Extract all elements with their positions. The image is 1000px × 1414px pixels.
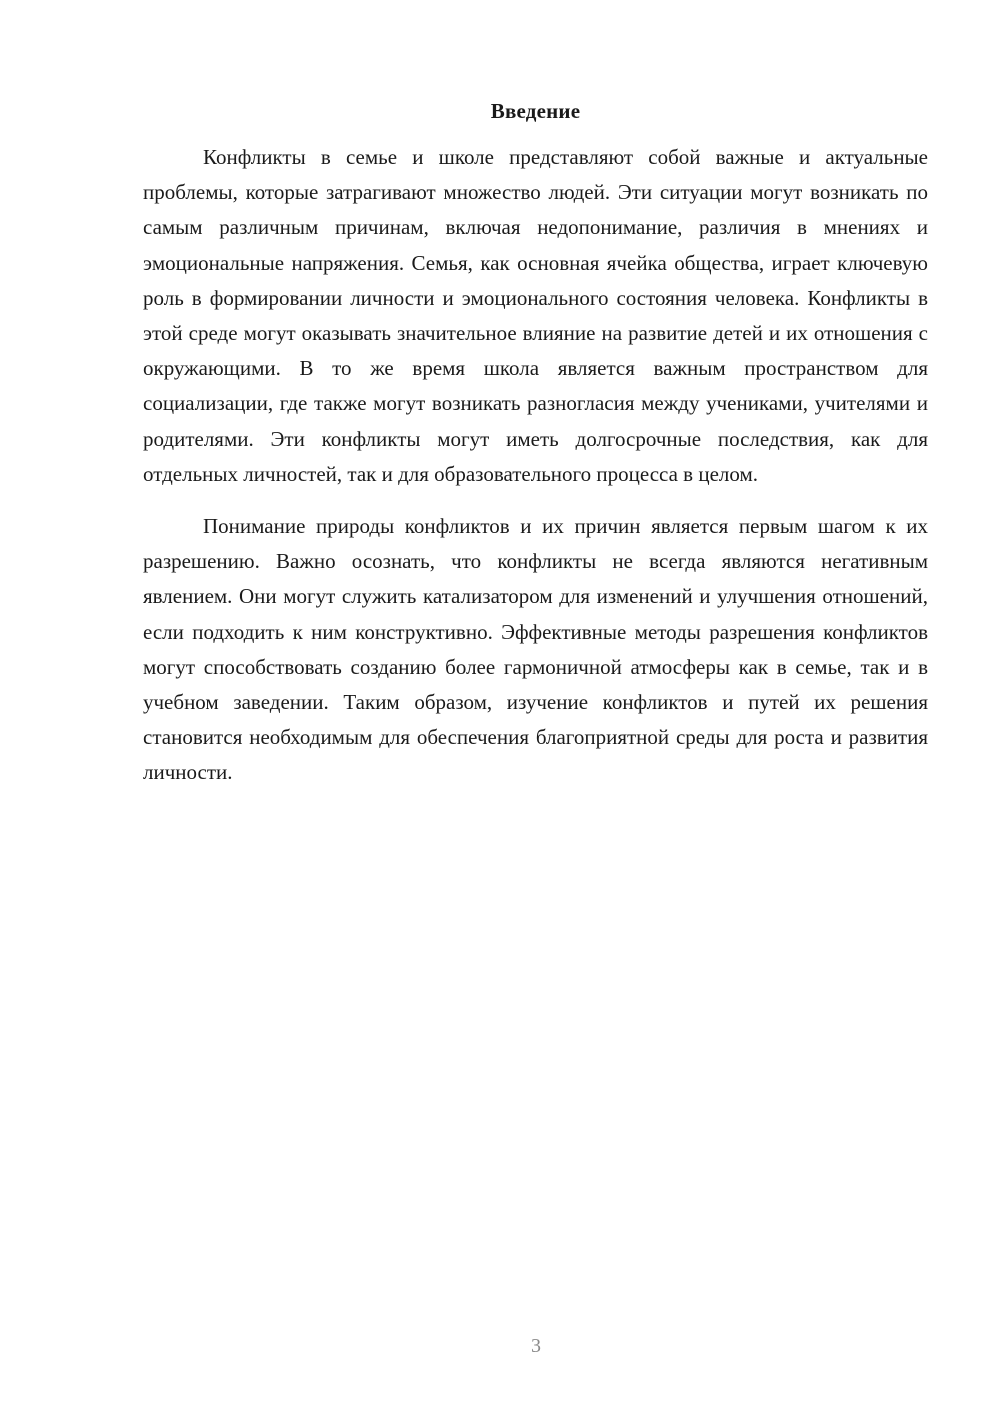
paragraph-2: Понимание природы конфликтов и их причин является первым шагом к их разрешению. Важно осознать, что конфликты не всегда являются негативным явлением. Они могут служить катализатором для изменений и улучшения отношений, если подходить к ним конструктивно. Эффективные методы разрешения конфликтов могут способствовать созданию более гармоничной атмосферы как в семье, так и в учебном заведении. Таким образом, изучение конфликтов и путей их решения становится необходимым для обеспечения благоприятной среды для роста и развития личности.: [143, 514, 928, 785]
section-heading: Введение: [490, 99, 581, 123]
page-content: [143, 96, 928, 791]
page-number: 3: [531, 1335, 541, 1357]
paragraph-1: Конфликты в семье и школе представляют собой важные и актуальные проблемы, которые затрагивают множество людей. Эти ситуации могут возникать по самым различным причинам, включая недопонимание, различия в мнениях и эмоциональные напряжения. Семья, как основная ячейка общества, играет ключевую роль в формировании личности и эмоционального состояния человека. Конфликты в этой среде могут оказывать значительное влияние на развитие детей и их отношения с окружающими. В то же время школа является важным пространством для социализации, где также могут возникать разногласия между учениками, учителями и родителями. Эти конфликты могут иметь долгосрочные последствия, как для отдельных личностей, так и для образовательного процесса в целом.: [143, 145, 928, 486]
